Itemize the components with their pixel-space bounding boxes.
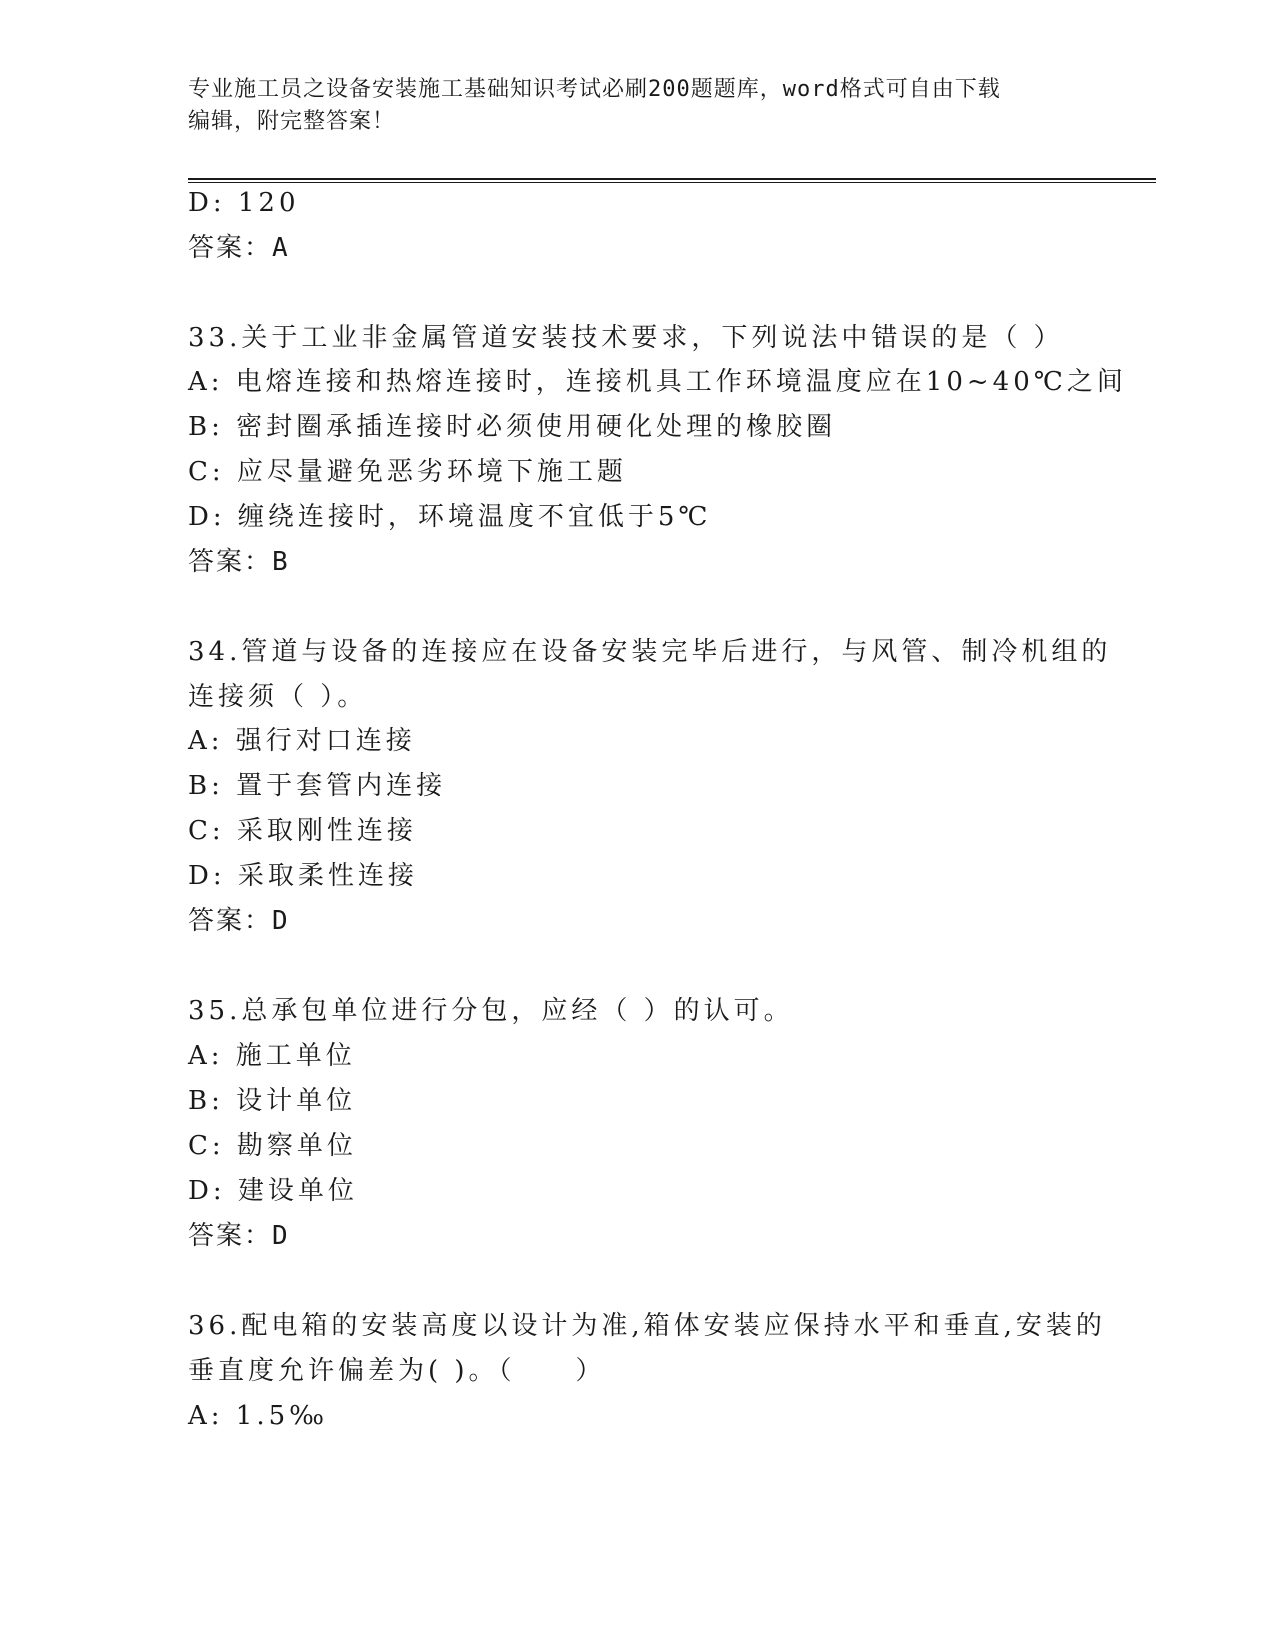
question-33-option-c: C: 应尽量避免恶劣环境下施工题 [188, 457, 627, 487]
question-34-option-d: D: 采取柔性连接 [188, 861, 418, 891]
question-36-option-a: A: 1.5‰ [188, 1401, 329, 1431]
question-33-option-b: B: 密封圈承插连接时必须使用硬化处理的橡胶圈 [188, 412, 837, 442]
question-35-answer: 答案：D [188, 1221, 290, 1251]
question-34-option-b: B: 置于套管内连接 [188, 771, 447, 801]
question-35-option-c: C: 勘察单位 [188, 1131, 357, 1161]
question-34-answer: 答案：D [188, 906, 290, 936]
question-35-stem: 35.总承包单位进行分包，应经（ ）的认可。 [188, 996, 794, 1026]
page-header [188, 74, 1068, 138]
question-35-option-a: A: 施工单位 [188, 1041, 356, 1071]
question-36-stem-line-1: 36.配电箱的安装高度以设计为准,箱体安装应保持水平和垂直,安装的 [188, 1311, 1106, 1341]
question-35-option-b: B: 设计单位 [188, 1086, 357, 1116]
answer-prev: 答案：A [188, 233, 290, 263]
question-33-stem: 33.关于工业非金属管道安装技术要求，下列说法中错误的是（ ） [188, 323, 1064, 353]
question-33-option-d: D: 缠绕连接时，环境温度不宜低于5℃ [188, 502, 712, 532]
question-33-answer: 答案：B [188, 547, 290, 577]
question-35-option-d: D: 建设单位 [188, 1176, 358, 1206]
header-line-1: 专业施工员之设备安装施工基础知识考试必刷200题题库，word格式可自由下载 [188, 77, 1001, 102]
question-33-option-a: A: 电熔连接和热熔连接时，连接机具工作环境温度应在10~40℃之间 [188, 367, 1127, 397]
header-line-2: 编辑，附完整答案！ [188, 109, 396, 134]
question-34-option-a: A: 强行对口连接 [188, 726, 416, 756]
question-34-stem-line-1: 34.管道与设备的连接应在设备安装完毕后进行，与风管、制冷机组的 [188, 637, 1112, 667]
question-36-stem-line-2: 垂直度允许偏差为( )。（ ） [188, 1356, 606, 1386]
question-34-option-c: C: 采取刚性连接 [188, 816, 417, 846]
question-34-stem-line-2: 连接须（ ）。 [188, 682, 368, 712]
option-d-prev: D: 120 [188, 188, 300, 218]
header-divider [188, 178, 1156, 183]
